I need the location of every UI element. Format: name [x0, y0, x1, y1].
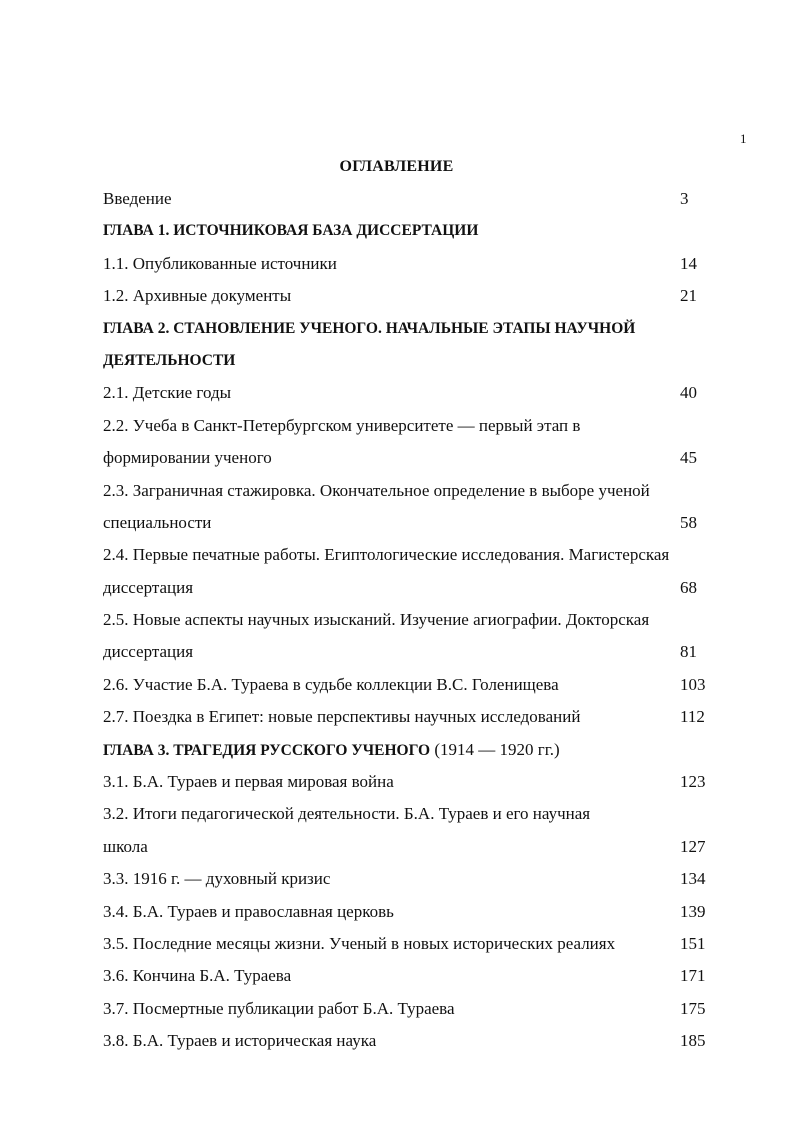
toc-entry-text: 1.1. Опубликованные источники — [103, 253, 337, 273]
toc-entry[interactable] — [103, 863, 743, 895]
toc-entry-text: 2.6. Участие Б.А. Тураева в судьбе коллекции В.С. Голенищева — [103, 674, 559, 694]
toc-page-number: 139 — [680, 901, 706, 921]
toc-entry[interactable] — [103, 636, 743, 668]
toc-entry[interactable] — [103, 507, 743, 539]
toc-entry-text: ДЕЯТЕЛЬНОСТИ — [103, 351, 236, 369]
page-number: 1 — [740, 131, 747, 146]
chapter-dates: (1914 — 1920 гг.) — [430, 739, 560, 759]
toc-entry-text: 3.6. Кончина Б.А. Тураева — [103, 966, 292, 986]
toc-chapter-heading[interactable] — [103, 313, 743, 345]
toc-entry[interactable] — [103, 183, 743, 215]
toc-entry[interactable] — [103, 604, 743, 636]
toc-entry[interactable] — [103, 701, 743, 733]
toc-page-number: 58 — [680, 512, 697, 532]
toc-entry[interactable] — [103, 766, 743, 798]
toc-entry[interactable] — [103, 960, 743, 992]
toc-chapter-heading[interactable] — [103, 734, 743, 766]
toc-chapter-heading[interactable] — [103, 215, 743, 247]
toc-entry-text: школа — [103, 836, 148, 856]
toc-entry[interactable] — [103, 669, 743, 701]
toc-entry[interactable] — [103, 993, 743, 1025]
toc-entry[interactable] — [103, 377, 743, 409]
toc-entry-text: 3.1. Б.А. Тураев и первая мировая война — [103, 772, 394, 792]
toc-page-number: 171 — [680, 966, 706, 986]
toc-entry-text: 2.5. Новые аспекты научных изысканий. Изучение агиографии. Докторская — [103, 610, 650, 630]
toc-entry-text: ГЛАВА 2. СТАНОВЛЕНИЕ УЧЕНОГО. НАЧАЛЬНЫЕ ЭТАПЫ НАУЧНОЙ — [103, 319, 636, 337]
toc-entry-text: 3.3. 1916 г. — духовный кризис — [103, 869, 331, 889]
toc-entry-text: диссертация — [103, 642, 194, 662]
chapter-title: ГЛАВА 3. ТРАГЕДИЯ РУССКОГО УЧЕНОГО — [103, 741, 431, 759]
toc-entry-text: 3.2. Итоги педагогической деятельности. Б.А. Тураев и его научная — [103, 804, 591, 824]
toc-entry-text: Введение — [103, 189, 172, 208]
toc-entry-text: ГЛАВА 1. ИСТОЧНИКОВАЯ БАЗА ДИССЕРТАЦИИ — [103, 222, 479, 240]
toc-entry-text: диссертация — [103, 577, 194, 597]
toc-entry[interactable] — [103, 572, 743, 604]
toc-entry-text: 2.2. Учеба в Санкт-Петербургском университете — первый этап в — [103, 415, 581, 435]
toc-entry-text: 3.8. Б.А. Тураев и историческая наука — [103, 1031, 377, 1051]
toc-page-number: 123 — [680, 772, 706, 792]
toc-entry[interactable] — [103, 1025, 743, 1057]
toc-entry-text: 1.2. Архивные документы — [103, 286, 292, 306]
toc-page-number: 45 — [680, 448, 697, 468]
toc-entry-text: 2.7. Поездка в Египет: новые перспективы научных исследований — [103, 707, 581, 727]
toc-page-number: 151 — [680, 933, 706, 953]
toc-page-number: 127 — [680, 836, 706, 856]
toc-entry-text: 2.3. Заграничная стажировка. Окончательное определение в выборе ученой — [103, 480, 650, 500]
toc-entry[interactable] — [103, 896, 743, 928]
toc-entry[interactable] — [103, 280, 743, 312]
toc-entry[interactable] — [103, 798, 743, 830]
toc-page-number: 21 — [680, 286, 697, 306]
toc-entry[interactable] — [103, 475, 743, 507]
table-of-contents — [103, 183, 743, 1058]
toc-chapter-heading[interactable] — [103, 345, 743, 377]
toc-page-number: 81 — [680, 642, 697, 662]
toc-page-number: 68 — [680, 577, 697, 597]
toc-page-number: 40 — [680, 383, 697, 403]
toc-entry-text: 2.4. Первые печатные работы. Египтологические исследования. Магистерская — [103, 545, 670, 565]
toc-entry-text: 3.4. Б.А. Тураев и православная церковь — [103, 901, 394, 921]
page-title: ОГЛАВЛЕНИЕ — [339, 158, 454, 175]
toc-entry-text: специальности — [103, 512, 212, 532]
toc-entry-text: 2.1. Детские годы — [103, 383, 232, 403]
toc-page-number: 3 — [680, 189, 689, 208]
toc-page-number: 185 — [680, 1031, 706, 1051]
toc-page-number: 175 — [680, 998, 706, 1018]
toc-entry-text — [103, 734, 560, 767]
toc-page-number: 112 — [680, 707, 705, 727]
toc-entry[interactable] — [103, 539, 743, 571]
toc-entry[interactable] — [103, 248, 743, 280]
toc-entry[interactable] — [103, 831, 743, 863]
toc-entry-text: 3.5. Последние месяцы жизни. Ученый в новых исторических реалиях — [103, 933, 616, 953]
toc-page-number: 14 — [680, 253, 697, 273]
toc-entry[interactable] — [103, 442, 743, 474]
toc-entry[interactable] — [103, 928, 743, 960]
toc-page-number: 134 — [680, 869, 706, 889]
toc-entry-text: формировании ученого — [103, 448, 272, 468]
toc-page-number: 103 — [680, 674, 706, 694]
toc-entry-text: 3.7. Посмертные публикации работ Б.А. Тураева — [103, 998, 455, 1018]
toc-entry[interactable] — [103, 410, 743, 442]
